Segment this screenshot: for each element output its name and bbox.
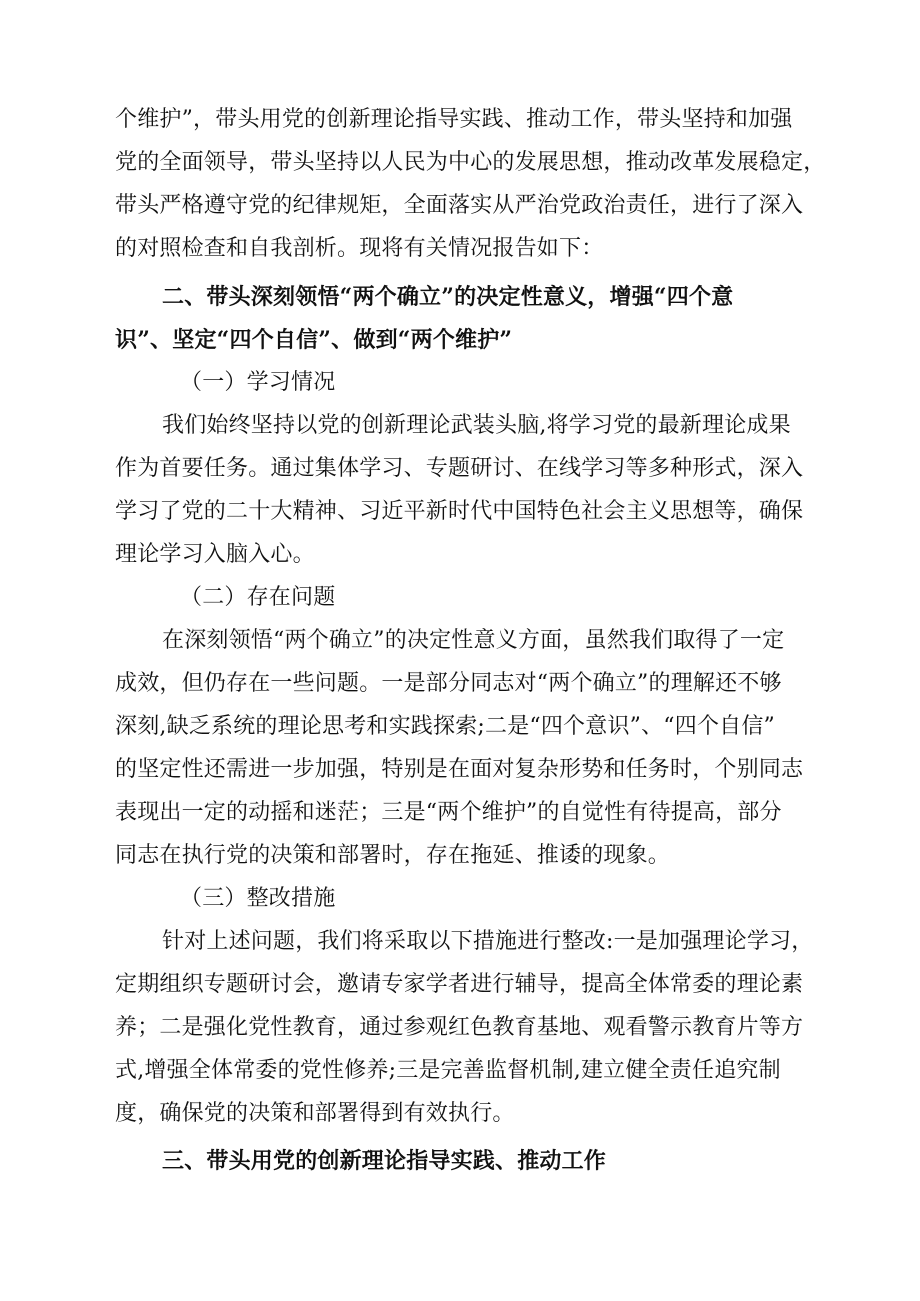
paragraph-rectification: 针对上述问题，我们将采取以下措施进行整改:一是加强理论学习，	[162, 929, 814, 954]
subsection-heading-study: （一）学习情况	[180, 370, 336, 395]
subsection-heading-problems: （二）存在问题	[180, 585, 336, 610]
paragraph-study: 学习了党的二十大精神、习近平新时代中国特色社会主义思想等，确保	[115, 499, 804, 524]
body-text-line: 个维护”，带头用党的创新理论指导实践、推动工作，带头坚持和加强	[115, 107, 793, 132]
paragraph-rectification: 定期组织专题研讨会，邀请专家学者进行辅导，提高全体常委的理论素	[115, 972, 804, 997]
paragraph-problems: 在深刻领悟“两个确立”的决定性意义方面，虽然我们取得了一定	[162, 628, 785, 653]
section-heading-2-continued: 识”、坚定“四个自信”、做到“两个维护”	[115, 327, 513, 353]
body-text-line: 带头严格遵守党的纪律规矩，全面落实从严治党政治责任，进行了深入	[115, 193, 804, 218]
section-heading-2: 二、带头深刻领悟“两个确立”的决定性意义，增强“四个意	[162, 284, 734, 310]
paragraph-problems: 表现出一定的动摇和迷茫；三是“两个维护”的自觉性有待提高，部分	[115, 800, 782, 825]
paragraph-study: 我们始终坚持以党的创新理论武装头脑,将学习党的最新理论成果	[162, 413, 791, 438]
paragraph-problems: 同志在执行党的决策和部署时，存在拖延、推诿的现象。	[115, 843, 671, 868]
subsection-heading-rectification: （三）整改措施	[180, 886, 336, 911]
paragraph-study: 作为首要任务。通过集体学习、专题研讨、在线学习等多种形式，深入	[115, 456, 804, 481]
paragraph-rectification: 养；二是强化党性教育，通过参观红色教育基地、观看警示教育片等方	[115, 1015, 804, 1040]
body-text-line: 的对照检查和自我剖析。现将有关情况报告如下：	[115, 236, 604, 261]
paragraph-rectification: 式,增强全体常委的党性修养;三是完善监督机制,建立健全责任追究制	[115, 1058, 781, 1083]
paragraph-problems: 的坚定性还需进一步加强，特别是在面对复杂形势和任务时，个别同志	[115, 757, 804, 782]
body-text-line: 党的全面领导，带头坚持以人民为中心的发展思想，推动改革发展稳定，	[115, 150, 826, 175]
paragraph-rectification: 度，确保党的决策和部署得到有效执行。	[115, 1101, 515, 1126]
paragraph-problems: 成效，但仍存在一些问题。一是部分同志对“两个确立”的理解还不够	[115, 671, 782, 696]
section-heading-3: 三、带头用党的创新理论指导实践、推动工作	[162, 1148, 607, 1174]
paragraph-problems: 深刻,缺乏系统的理论思考和实践探索;二是“四个意识”、“四个自信”	[115, 714, 775, 739]
paragraph-study: 理论学习入脑入心。	[115, 542, 315, 567]
